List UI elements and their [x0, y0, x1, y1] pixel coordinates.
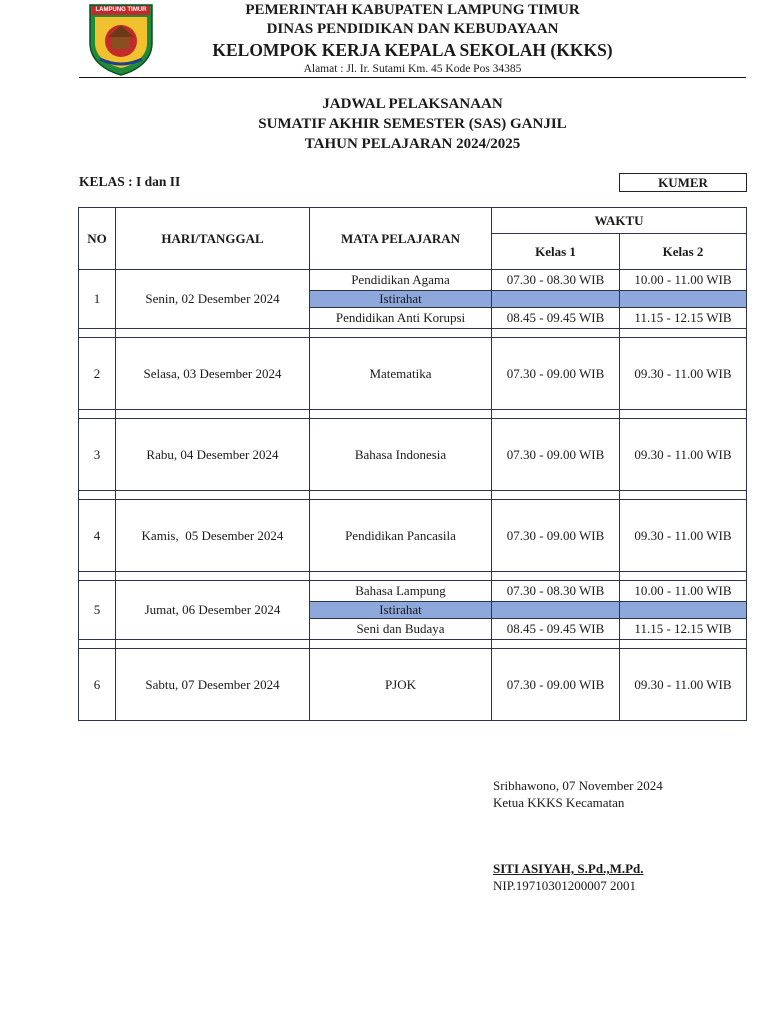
row-date: Rabu, 04 Desember 2024: [116, 419, 310, 491]
signature-role: Ketua KKKS Kecamatan: [493, 795, 625, 810]
header-day-date: HARI/TANGGAL: [116, 208, 310, 270]
header-subject: MATA PELAJARAN: [310, 208, 492, 270]
row-date: Jumat, 06 Desember 2024: [116, 581, 310, 640]
row-subject: Pendidikan Agama: [310, 270, 492, 291]
table-row: [79, 419, 747, 491]
header-class-2: Kelas 2: [620, 234, 747, 270]
row-subject: Bahasa Indonesia: [310, 419, 492, 491]
doc-title-line1: JADWAL PELAKSANAAN: [322, 96, 503, 112]
row-time-class-2: 09.30 - 11.00 WIB: [620, 500, 747, 572]
letterhead-divider: [79, 77, 746, 78]
row-time-class-1: 07.30 - 09.00 WIB: [492, 338, 620, 410]
row-time-class-1: 07.30 - 09.00 WIB: [492, 500, 620, 572]
doc-title-line2: SUMATIF AKHIR SEMESTER (SAS) GANJIL: [258, 116, 567, 132]
row-no: 3: [79, 419, 116, 491]
row-time-class-2: 10.00 - 11.00 WIB: [620, 270, 747, 291]
spacer-row: [79, 410, 747, 419]
break-label: Istirahat: [310, 602, 492, 619]
header-time: WAKTU: [492, 208, 747, 234]
row-date: Senin, 02 Desember 2024: [116, 270, 310, 329]
class-label: KELAS : I dan II: [79, 174, 181, 189]
row-no: 6: [79, 649, 116, 721]
regency-logo: [86, 3, 156, 77]
row-no: 5: [79, 581, 116, 640]
header-class-1: Kelas 1: [492, 234, 620, 270]
row-no: 2: [79, 338, 116, 410]
row-subject: Bahasa Lampung: [310, 581, 492, 602]
row-time-class-2: 10.00 - 11.00 WIB: [620, 581, 747, 602]
row-subject: PJOK: [310, 649, 492, 721]
letterhead-organization: KELOMPOK KERJA KEPALA SEKOLAH (KKKS): [212, 40, 613, 60]
spacer-row: [79, 572, 747, 581]
letterhead-government: PEMERINTAH KABUPATEN LAMPUNG TIMUR: [245, 2, 580, 18]
row-time-class-1: 07.30 - 08.30 WIB: [492, 581, 620, 602]
row-date: Selasa, 03 Desember 2024: [116, 338, 310, 410]
row-date: Sabtu, 07 Desember 2024: [116, 649, 310, 721]
row-time-class-2: 09.30 - 11.00 WIB: [620, 419, 747, 491]
signature-nip: NIP.19710301200007 2001: [493, 878, 637, 893]
row-subject: Pendidikan Anti Korupsi: [310, 308, 492, 329]
row-time-class-2: 09.30 - 11.00 WIB: [620, 649, 747, 721]
exam-schedule-table: [78, 207, 747, 721]
row-time-class-1: 07.30 - 09.00 WIB: [492, 649, 620, 721]
spacer-row: [79, 640, 747, 649]
doc-title-line3: TAHUN PELAJARAN 2024/2025: [304, 136, 521, 152]
row-time-class-2: 11.15 - 12.15 WIB: [620, 619, 747, 640]
row-subject: Matematika: [310, 338, 492, 410]
table-row: [79, 270, 747, 291]
letterhead-address: Alamat : Jl. Ir. Sutami Km. 45 Kode Pos 34385: [303, 63, 522, 75]
letterhead-department: DINAS PENDIDIKAN DAN KEBUDAYAAN: [266, 21, 559, 37]
row-time-class-1: 07.30 - 09.00 WIB: [492, 419, 620, 491]
row-time-class-1: 08.45 - 09.45 WIB: [492, 308, 620, 329]
logo-label: LAMPUNG TIMUR: [95, 7, 147, 13]
table-row: [79, 581, 747, 602]
row-subject: Pendidikan Pancasila: [310, 500, 492, 572]
spacer-row: [79, 329, 747, 338]
row-time-class-1: 08.45 - 09.45 WIB: [492, 619, 620, 640]
curriculum-box: KUMER: [619, 173, 747, 192]
row-no: 4: [79, 500, 116, 572]
table-row: [79, 338, 747, 410]
table-row: [79, 649, 747, 721]
spacer-row: [79, 491, 747, 500]
signature-place-date: Sribhawono, 07 November 2024: [493, 778, 663, 793]
signature-name: SITI ASIYAH, S.Pd.,M.Pd.: [493, 861, 644, 876]
row-no: 1: [79, 270, 116, 329]
row-time-class-2: 09.30 - 11.00 WIB: [620, 338, 747, 410]
row-time-class-1: 07.30 - 08.30 WIB: [492, 270, 620, 291]
row-time-class-2: 11.15 - 12.15 WIB: [620, 308, 747, 329]
row-date: Kamis, 05 Desember 2024: [116, 500, 310, 572]
header-no: NO: [79, 208, 116, 270]
table-row: [79, 500, 747, 572]
row-subject: Seni dan Budaya: [310, 619, 492, 640]
break-label: Istirahat: [310, 291, 492, 308]
